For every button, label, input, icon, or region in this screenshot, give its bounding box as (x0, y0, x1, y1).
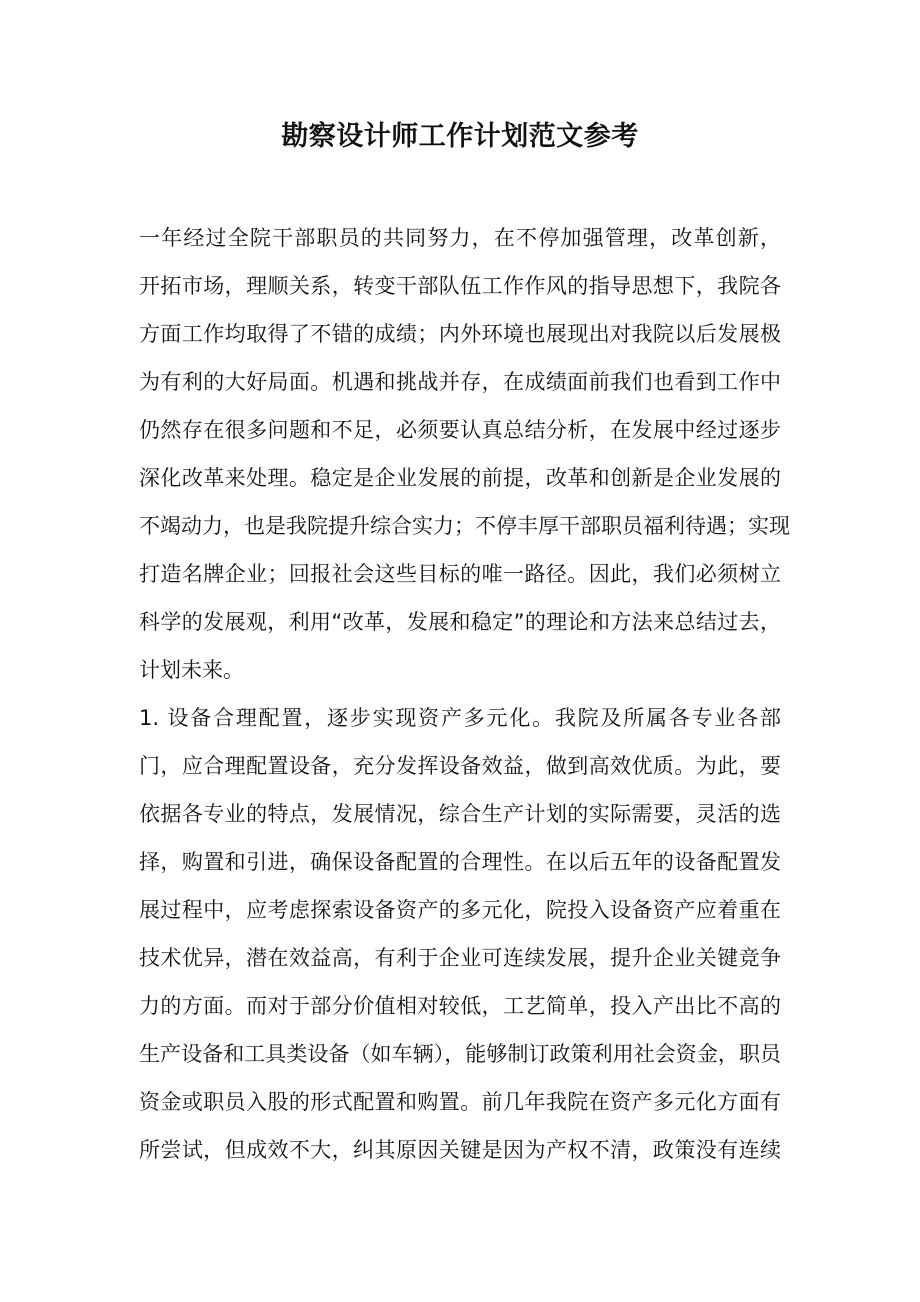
document-title: 勘察设计师工作计划范文参考 (281, 121, 639, 152)
text-line: 择，购置和引进，确保设备配置的合理性。在以后五年的设备配置发 (139, 850, 781, 874)
text-line: 方面工作均取得了不错的成绩；内外环境也展现出对我院以后发展极 (139, 322, 781, 346)
paragraph-intro (139, 214, 790, 694)
text-line: 1. 设备合理配置，逐步实现资产多元化。我院及所属各专业各部 (139, 706, 781, 730)
text-line: 不竭动力，也是我院提升综合实力；不停丰厚干部职员福利待遇；实现 (139, 514, 790, 538)
document-body (139, 214, 790, 1174)
text-line: 所尝试，但成效不大，纠其原因关键是因为产权不清，政策没有连续 (139, 1138, 781, 1162)
text-line: 展过程中，应考虑探索设备资产的多元化，院投入设备资产应着重在 (139, 898, 781, 922)
text-line: 力的方面。而对于部分价值相对较低，工艺简单，投入产出比不高的 (139, 994, 781, 1018)
text-line: 一年经过全院干部职员的共同努力，在不停加强管理，改革创新， (139, 226, 781, 250)
text-line: 开拓市场，理顺关系，转变干部队伍工作作风的指导思想下，我院各 (139, 274, 781, 298)
text-line: 仍然存在很多问题和不足，必须要认真总结分析，在发展中经过逐步 (139, 418, 781, 442)
text-line: 科学的发展观，利用“改革，发展和稳定”的理论和方法来总结过去， (139, 610, 781, 634)
text-line: 为有利的大好局面。机遇和挑战并存，在成绩面前我们也看到工作中 (139, 370, 781, 394)
text-line: 深化改革来处理。稳定是企业发展的前提，改革和创新是企业发展的 (139, 466, 781, 490)
paragraph-equipment (139, 694, 781, 1174)
text-line: 计划未来。 (139, 658, 244, 682)
text-line: 资金或职员入股的形式配置和购置。前几年我院在资产多元化方面有 (139, 1090, 781, 1114)
text-line: 生产设备和工具类设备（如车辆），能够制订政策利用社会资金，职员 (139, 1042, 781, 1066)
text-line: 依据各专业的特点，发展情况，综合生产计划的实际需要，灵活的选 (139, 802, 781, 826)
text-line: 技术优异，潜在效益高，有利于企业可连续发展，提升企业关键竞争 (139, 946, 781, 970)
text-line: 打造名牌企业；回报社会这些目标的唯一路径。因此，我们必须树立 (139, 562, 781, 586)
text-line: 门，应合理配置设备，充分发挥设备效益，做到高效优质。为此，要 (139, 754, 781, 778)
